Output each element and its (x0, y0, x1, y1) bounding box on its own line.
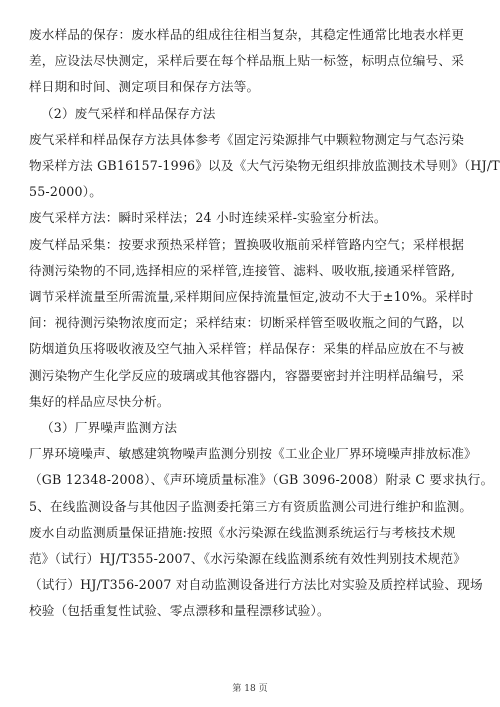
text-line: 废气采样和样品保存方法具体参考《固定污染源排气中颗粒物测定与气态污染 (29, 131, 464, 147)
paragraph-noise-method (29, 441, 494, 493)
text-line: 差，应设法尽快测定，采样后要在每个样品瓶上贴一标签，标明点位编号、采 (29, 53, 464, 69)
text-line: 样日期和时间、测定项目和保存方法等。 (29, 79, 260, 95)
text-line: （3）厂界噪声监测方法 (41, 420, 178, 436)
text-line: 防烟道负压将吸收液及空气抽入采样管；样品保存：采集的样品应放在不与被 (29, 341, 464, 357)
text-line: 集好的样品应尽快分析。 (29, 393, 170, 409)
text-line: 厂界环境噪声、敏感建筑物噪声监测分别按《工业企业厂界环境噪声排放标准》 (29, 446, 477, 462)
text-line: 校验（包括重复性试验、零点漂移和量程漂移试验）。 (29, 603, 330, 619)
text-line: 调节采样流量至所需流量,采样期间应保持流量恒定,波动不大于±10%。采样时 (29, 289, 474, 305)
page-number: 第 18 页 (232, 684, 268, 694)
paragraph-waste-water-storage (29, 22, 470, 101)
paragraph-section-3-heading (29, 415, 470, 441)
text-line: 55-2000）。 (29, 184, 103, 200)
paragraph-waste-gas-method (29, 127, 500, 206)
text-line: 废水自动监测质量保证措施:按照《水污染源在线监测系统运行与考核技术规 (29, 524, 456, 540)
text-line: （GB 12348-2008）、《声环境质量标准》（GB 3096-2008）附录 C 要求执行。 (29, 472, 494, 488)
paragraph-section-2-heading (29, 101, 470, 127)
body-text (29, 22, 500, 625)
text-line: 范》（试行）HJ/T355-2007、《水污染源在线监测系统有效性判别技术规范》 (29, 551, 467, 567)
paragraph-waste-gas-collection (29, 232, 474, 415)
text-line: 待测污染物的不同,选择相应的采样管,连接管、滤料、吸收瓶,接通采样管路, (29, 262, 456, 278)
text-line: 废气采样方法：瞬时采样法；24 小时连续采样-实验室分析法。 (29, 210, 387, 226)
paragraph-auto-monitoring-qa (29, 520, 483, 625)
paragraph-waste-gas-sampling (29, 205, 470, 231)
text-line: （试行）HJ/T356-2007 对自动监测设备进行方法比对实验及质控样试验、现场 (29, 577, 483, 593)
paragraph-section-5-heading (29, 494, 473, 520)
text-line: 5、在线监测设备与其他因子监测委托第三方有资质监测公司进行维护和监测。 (29, 498, 473, 514)
text-line: 废水样品的保存：废水样品的组成往往相当复杂，其稳定性通常比地表水样更 (29, 27, 464, 42)
text-line: 物采样方法 GB16157-1996》以及《大气污染物无组织排放监测技术导则》（HJ/T (29, 158, 500, 174)
text-line: 间：视待测污染物浓度而定；采样结束：切断采样管至吸收瓶之间的气路，以 (29, 315, 464, 331)
text-line: 废气样品采集：按要求预热采样管；置换吸收瓶前采样管路内空气；采样根据 (29, 236, 464, 252)
text-line: （2）废气采样和样品保存方法 (41, 105, 216, 121)
text-line: 测污染物产生化学反应的玻璃或其他容器内，容器要密封并注明样品编号，采 (29, 367, 464, 383)
